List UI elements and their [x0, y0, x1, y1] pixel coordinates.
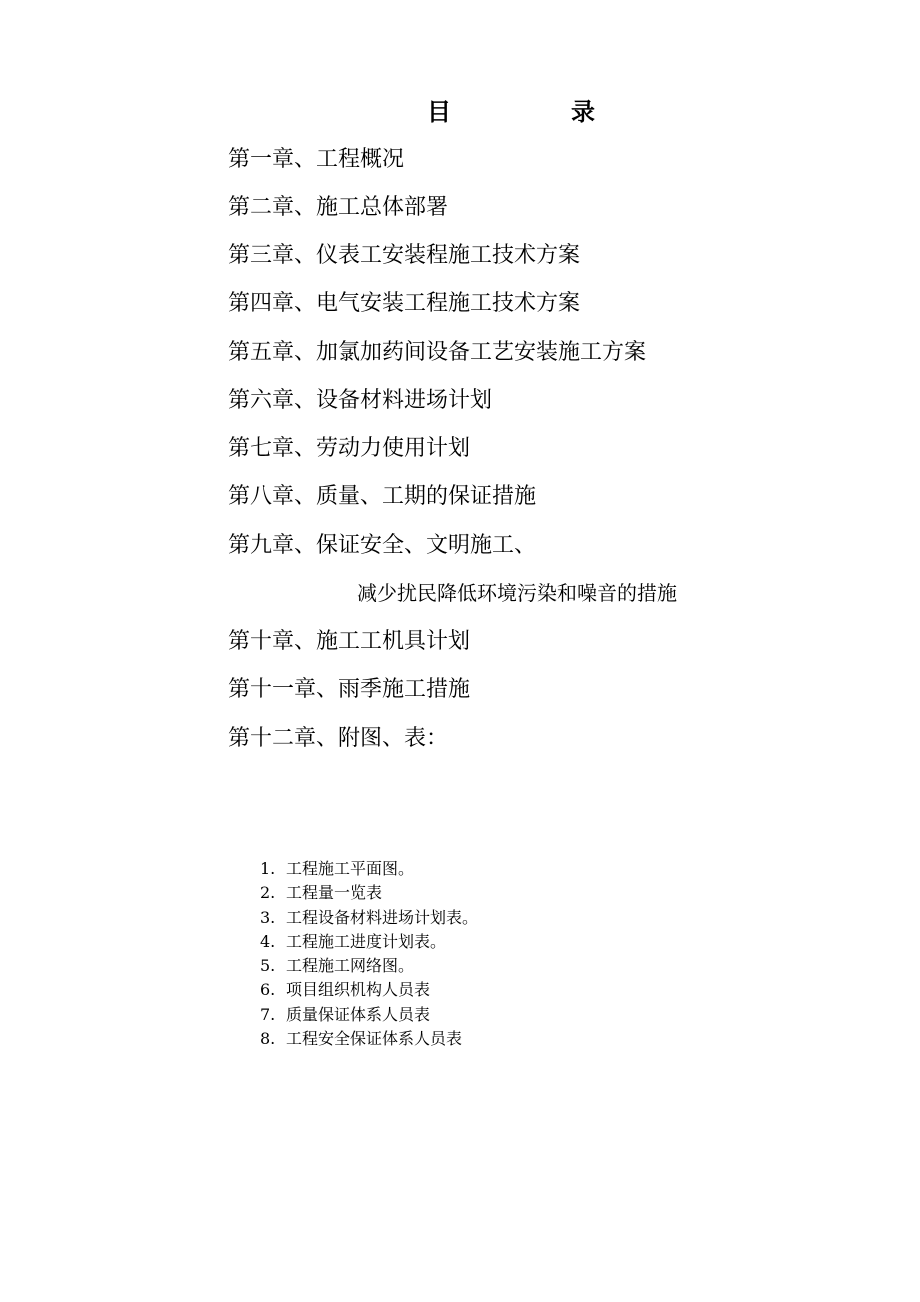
appendix-item-5	[260, 954, 478, 978]
appendix-item-number: 6.	[260, 980, 276, 1000]
appendix-item-8	[260, 1027, 478, 1051]
appendix-item-1	[260, 857, 478, 881]
appendix-item-text: 质量保证体系人员表	[286, 1004, 431, 1024]
toc-chapter-4: 第四章、电气安装工程施工技术方案	[228, 291, 581, 316]
appendix-item-text: 工程量一览表	[286, 883, 383, 903]
toc-chapter-3: 第三章、仪表工安装程施工技术方案	[228, 243, 581, 268]
appendix-item-number: 4.	[260, 931, 276, 951]
toc-chapter-8: 第八章、质量、工期的保证措施	[228, 484, 537, 509]
toc-chapter-10: 第十章、施工工机具计划	[228, 629, 471, 654]
toc-chapter-11: 第十一章、雨季施工措施	[228, 677, 471, 702]
toc-chapter-12: 第十二章、附图、表：	[228, 726, 449, 751]
appendix-item-2	[260, 881, 478, 905]
toc-chapter-7: 第七章、劳动力使用计划	[228, 436, 471, 461]
toc-chapter-6: 第六章、设备材料进场计划	[228, 388, 493, 413]
appendix-item-text: 工程施工平面图。	[286, 859, 415, 878]
toc-title	[0, 94, 920, 130]
appendix-item-4	[260, 930, 478, 954]
appendix-item-number: 1.	[260, 859, 276, 878]
toc-chapter-5: 第五章、加氯加药间设备工艺安装施工方案	[228, 340, 647, 365]
toc-chapter-2: 第二章、施工总体部署	[228, 195, 449, 220]
toc-chapter-9: 第九章、保证安全、文明施工、	[228, 533, 537, 558]
appendix-item-number: 2.	[260, 883, 276, 903]
appendix-item-text: 项目组织机构人员表	[286, 980, 431, 1000]
appendix-item-6	[260, 978, 478, 1002]
appendix-item-number: 7.	[260, 1004, 276, 1024]
appendix-item-3	[260, 906, 478, 930]
appendix-item-text: 工程施工网络图。	[286, 956, 415, 976]
appendix-item-number: 5.	[260, 956, 276, 976]
appendix-item-number: 3.	[260, 907, 276, 927]
toc-chapter-1: 第一章、工程概况	[228, 147, 405, 172]
appendix-list	[260, 857, 478, 1051]
appendix-item-number: 8.	[260, 1029, 276, 1049]
toc-title-right: 录	[571, 98, 595, 126]
toc-title-left: 目	[427, 98, 451, 126]
appendix-item-7	[260, 1003, 478, 1027]
appendix-item-text: 工程安全保证体系人员表	[286, 1029, 463, 1049]
appendix-item-text: 工程施工进度计划表。	[286, 931, 447, 951]
appendix-item-text: 工程设备材料进场计划表。	[286, 907, 479, 927]
toc-chapter-9-continuation: 减少扰民降低环境污染和噪音的措施	[357, 581, 677, 605]
